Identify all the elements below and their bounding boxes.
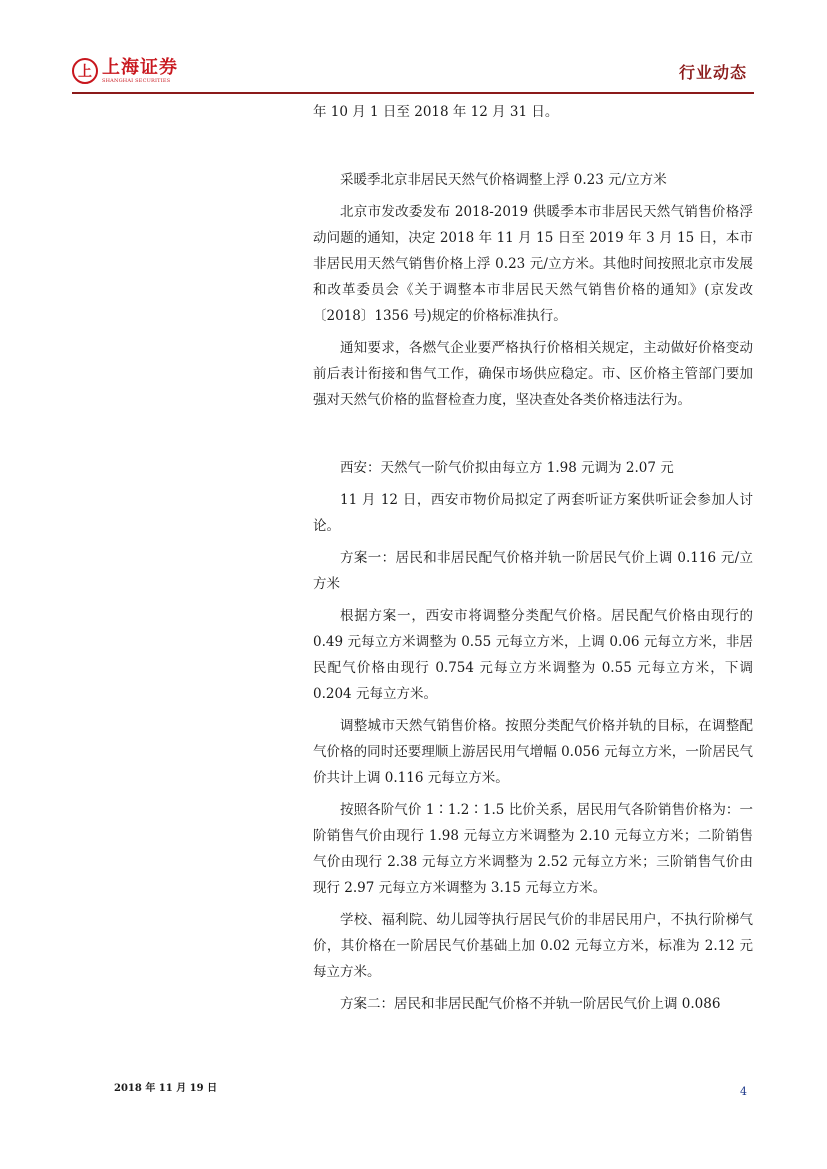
subheading-beijing: 采暖季北京非居民天然气价格调整上浮 0.23 元/立方米: [340, 172, 667, 188]
logo-emblem-icon: 上: [72, 58, 98, 84]
logo-text: [102, 58, 178, 84]
company-logo: [72, 58, 178, 84]
subheading-xian: 西安：天然气一阶气价拟由每立方 1.98 元调为 2.07 元: [340, 460, 674, 476]
paragraph: 调整城市天然气销售价格。按照分类配气价格并轨的目标，在调整配气价格的同时还要理顺上游居民用气增幅 0.056 元每立方米，一阶居民气价共计上调 0.116 元每立方米。: [313, 718, 753, 786]
plan-two-heading: 方案二：居民和非居民配气价格不并轨一阶居民气价上调 0.086: [340, 996, 721, 1012]
footer-date: 2018 年 11 月 19 日: [114, 1083, 218, 1094]
paragraph: 按照各阶气价 1∶1.2∶1.5 比价关系，居民用气各阶销售价格为：一阶销售气价由现行 1.98 元每立方米调整为 2.10 元每立方米；二阶销售气价由现行 2.38 元每立方米调整为 2.52 元每立方米；三阶销售气价由现行 2.97 元每立方米调整为 3.15 元每立方米。: [313, 802, 753, 896]
report-body: [313, 99, 753, 1017]
paragraph: 根据方案一，西安市将调整分类配气价格。居民配气价格由现行的 0.49 元每立方米调整为 0.55 元每立方米，上调 0.06 元每立方米，非居民配气价格由现行 0.754 元每立方米调整为 0.55 元每立方米，下调 0.204 元每立方米。: [313, 608, 753, 702]
paragraph: 11 月 12 日，西安市物价局拟定了两套听证方案供听证会参加人讨论。: [313, 492, 753, 534]
paragraph-continuation: 年 10 月 1 日至 2018 年 12 月 31 日。: [313, 104, 559, 120]
logo-english-name: SHANGHAI SECURITIES: [102, 78, 171, 84]
page-header: [0, 0, 827, 100]
paragraph: 通知要求，各燃气企业要严格执行价格相关规定，主动做好价格变动前后表计衔接和售气工作，确保市场供应稳定。市、区价格主管部门要加强对天然气价格的监督检查力度，坚决查处各类价格违法行为。: [313, 340, 753, 408]
paragraph: 北京市发改委发布 2018-2019 供暖季本市非居民天然气销售价格浮动问题的通知，决定 2018 年 11 月 15 日至 2019 年 3 月 15 日，本市非居民用天然气销售价格上浮 0.23 元/立方米。其他时间按照北京市发展和改革委员会《关于调整本市非居民天然气销售价格的通知》(京发改〔2018〕1356 号)规定的价格标准执行。: [313, 204, 753, 324]
section-title: 行业动态: [678, 63, 747, 82]
plan-one-heading: 方案一：居民和非居民配气价格并轨一阶居民气价上调 0.116 元/立方米: [313, 550, 753, 592]
header-divider: [72, 92, 754, 94]
paragraph: 学校、福利院、幼儿园等执行居民气价的非居民用户，不执行阶梯气价，其价格在一阶居民气价基础上加 0.02 元每立方米，标准为 2.12 元每立方米。: [313, 912, 753, 980]
logo-chinese-name: 上海证券: [102, 57, 178, 78]
page-number: 4: [740, 1085, 747, 1098]
